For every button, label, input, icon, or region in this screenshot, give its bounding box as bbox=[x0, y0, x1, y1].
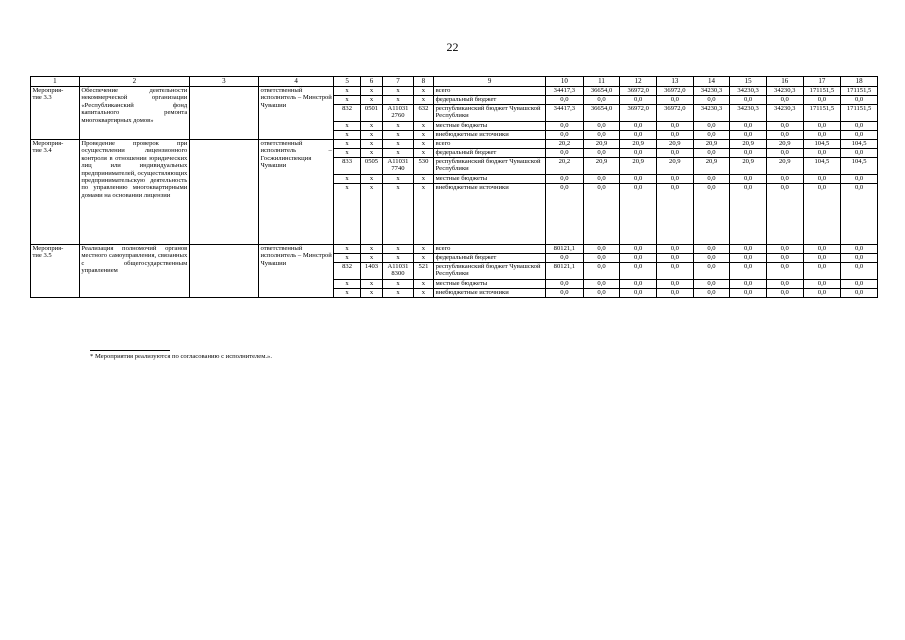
value-cell: 0,0 bbox=[657, 184, 694, 245]
value-cell: 0,0 bbox=[620, 280, 657, 289]
value-cell: 20,9 bbox=[693, 158, 730, 175]
value-cell: 0,0 bbox=[546, 122, 584, 131]
funding-source-cell: республиканский бюджет Чувашской Республики bbox=[434, 105, 546, 122]
value-cell: 0,0 bbox=[766, 254, 803, 263]
value-cell: 0,0 bbox=[766, 245, 803, 254]
value-cell: 0,0 bbox=[803, 245, 841, 254]
section-code-cell: 0501 bbox=[360, 105, 382, 122]
column-header: 5 bbox=[334, 77, 360, 87]
measure-description-cell: Проведение проверок при осуществлении лицензионного контроля в отношении юридических лиц или индивидуальных предпринимателей, осуществляющих предпринимательскую деятельность по управлению многоквартирными домами на основании лицензии bbox=[79, 140, 189, 245]
expense-type-cell: 632 bbox=[413, 105, 433, 122]
funding-source-cell: местные бюджеты bbox=[434, 122, 546, 131]
value-cell: 0,0 bbox=[803, 263, 841, 280]
value-cell: 0,0 bbox=[841, 184, 878, 245]
value-cell: 0,0 bbox=[766, 122, 803, 131]
grbs-code-cell: x bbox=[334, 87, 360, 96]
value-cell: 20,9 bbox=[657, 158, 694, 175]
value-cell: 34230,3 bbox=[766, 105, 803, 122]
grbs-code-cell: x bbox=[334, 280, 360, 289]
value-cell: 20,2 bbox=[546, 158, 584, 175]
expense-type-cell: x bbox=[413, 175, 433, 184]
value-cell: 0,0 bbox=[620, 131, 657, 140]
funding-source-cell: местные бюджеты bbox=[434, 280, 546, 289]
value-cell: 20,9 bbox=[620, 140, 657, 149]
target-article-cell: x bbox=[383, 175, 414, 184]
section-code-cell: x bbox=[360, 254, 382, 263]
value-cell: 0,0 bbox=[546, 184, 584, 245]
column-header: 13 bbox=[657, 77, 694, 87]
value-cell: 0,0 bbox=[841, 254, 878, 263]
column-header: 12 bbox=[620, 77, 657, 87]
value-cell: 34230,3 bbox=[730, 87, 767, 96]
section-code-cell: x bbox=[360, 149, 382, 158]
value-cell: 0,0 bbox=[803, 122, 841, 131]
value-cell: 0,0 bbox=[657, 96, 694, 105]
footnote: * Мероприятия реализуются по согласованию с исполнителем.». bbox=[90, 353, 273, 360]
target-article-cell: x bbox=[383, 131, 414, 140]
grbs-code-cell: x bbox=[334, 96, 360, 105]
value-cell: 34230,3 bbox=[693, 105, 730, 122]
grbs-code-cell: x bbox=[334, 289, 360, 298]
value-cell: 0,0 bbox=[546, 289, 584, 298]
value-cell: 20,9 bbox=[693, 140, 730, 149]
value-cell: 0,0 bbox=[693, 175, 730, 184]
budget-table bbox=[30, 76, 878, 298]
value-cell: 20,9 bbox=[583, 158, 620, 175]
value-cell: 0,0 bbox=[620, 245, 657, 254]
value-cell: 0,0 bbox=[583, 245, 620, 254]
value-cell: 0,0 bbox=[583, 149, 620, 158]
value-cell: 0,0 bbox=[841, 175, 878, 184]
value-cell: 0,0 bbox=[657, 175, 694, 184]
section-code-cell: x bbox=[360, 245, 382, 254]
value-cell: 0,0 bbox=[730, 175, 767, 184]
funding-source-cell: местные бюджеты bbox=[434, 175, 546, 184]
value-cell: 0,0 bbox=[693, 263, 730, 280]
value-cell: 0,0 bbox=[766, 263, 803, 280]
table-row bbox=[31, 245, 878, 254]
section-code-cell: x bbox=[360, 87, 382, 96]
value-cell: 0,0 bbox=[730, 184, 767, 245]
value-cell: 0,0 bbox=[583, 280, 620, 289]
grbs-code-cell: x bbox=[334, 131, 360, 140]
column-header: 14 bbox=[693, 77, 730, 87]
value-cell: 80121,1 bbox=[546, 245, 584, 254]
target-article-cell: x bbox=[383, 254, 414, 263]
value-cell: 0,0 bbox=[766, 96, 803, 105]
value-cell: 34230,3 bbox=[766, 87, 803, 96]
value-cell: 171151,5 bbox=[841, 87, 878, 96]
table-body bbox=[31, 87, 878, 298]
expense-type-cell: x bbox=[413, 245, 433, 254]
value-cell: 34417,3 bbox=[546, 105, 584, 122]
expense-type-cell: x bbox=[413, 254, 433, 263]
value-cell: 104,5 bbox=[803, 158, 841, 175]
value-cell: 0,0 bbox=[693, 280, 730, 289]
value-cell: 0,0 bbox=[620, 289, 657, 298]
value-cell: 0,0 bbox=[546, 254, 584, 263]
value-cell: 104,5 bbox=[841, 158, 878, 175]
value-cell: 0,0 bbox=[620, 96, 657, 105]
value-cell: 0,0 bbox=[693, 289, 730, 298]
funding-source-cell: федеральный бюджет bbox=[434, 96, 546, 105]
grbs-code-cell: x bbox=[334, 149, 360, 158]
expense-type-cell: x bbox=[413, 149, 433, 158]
funding-source-cell: республиканский бюджет Чувашской Республики bbox=[434, 158, 546, 175]
value-cell: 0,0 bbox=[803, 184, 841, 245]
value-cell: 0,0 bbox=[693, 122, 730, 131]
value-cell: 0,0 bbox=[841, 280, 878, 289]
value-cell: 0,0 bbox=[730, 122, 767, 131]
value-cell: 36972,0 bbox=[620, 87, 657, 96]
target-article-cell: x bbox=[383, 245, 414, 254]
column-header: 8 bbox=[413, 77, 433, 87]
responsible-cell: ответственный исполнитель – Минстрой Чувашии bbox=[259, 87, 334, 140]
grbs-code-cell: x bbox=[334, 175, 360, 184]
empty-cell bbox=[189, 245, 258, 298]
table-row bbox=[31, 87, 878, 96]
target-article-cell: x bbox=[383, 184, 414, 245]
value-cell: 0,0 bbox=[803, 254, 841, 263]
value-cell: 20,9 bbox=[730, 140, 767, 149]
grbs-code-cell: x bbox=[334, 140, 360, 149]
section-code-cell: x bbox=[360, 140, 382, 149]
value-cell: 0,0 bbox=[766, 131, 803, 140]
value-cell: 0,0 bbox=[583, 175, 620, 184]
funding-source-cell: всего bbox=[434, 87, 546, 96]
value-cell: 0,0 bbox=[620, 122, 657, 131]
target-article-cell: А11031 7740 bbox=[383, 158, 414, 175]
target-article-cell: x bbox=[383, 280, 414, 289]
section-code-cell: 1403 bbox=[360, 263, 382, 280]
empty-cell bbox=[189, 140, 258, 245]
target-article-cell: x bbox=[383, 122, 414, 131]
value-cell: 0,0 bbox=[657, 149, 694, 158]
funding-source-cell: всего bbox=[434, 140, 546, 149]
value-cell: 36972,0 bbox=[657, 87, 694, 96]
value-cell: 20,9 bbox=[766, 140, 803, 149]
grbs-code-cell: 832 bbox=[334, 263, 360, 280]
value-cell: 0,0 bbox=[583, 254, 620, 263]
value-cell: 0,0 bbox=[803, 96, 841, 105]
column-header: 4 bbox=[259, 77, 334, 87]
expense-type-cell: 530 bbox=[413, 158, 433, 175]
section-code-cell: x bbox=[360, 96, 382, 105]
target-article-cell: x bbox=[383, 289, 414, 298]
value-cell: 0,0 bbox=[841, 289, 878, 298]
target-article-cell: x bbox=[383, 140, 414, 149]
value-cell: 0,0 bbox=[803, 289, 841, 298]
grbs-code-cell: x bbox=[334, 254, 360, 263]
measure-id-cell: Мероприя- тие 3.4 bbox=[31, 140, 80, 245]
value-cell: 20,9 bbox=[730, 158, 767, 175]
column-header: 15 bbox=[730, 77, 767, 87]
value-cell: 36654,0 bbox=[583, 105, 620, 122]
value-cell: 0,0 bbox=[841, 131, 878, 140]
value-cell: 0,0 bbox=[730, 254, 767, 263]
value-cell: 20,9 bbox=[766, 158, 803, 175]
expense-type-cell: x bbox=[413, 131, 433, 140]
grbs-code-cell: x bbox=[334, 245, 360, 254]
value-cell: 34417,3 bbox=[546, 87, 584, 96]
value-cell: 0,0 bbox=[546, 131, 584, 140]
section-code-cell: x bbox=[360, 131, 382, 140]
target-article-cell: А11031 2760 bbox=[383, 105, 414, 122]
column-header: 10 bbox=[546, 77, 584, 87]
expense-type-cell: x bbox=[413, 289, 433, 298]
funding-source-cell: внебюджетные источники bbox=[434, 184, 546, 245]
value-cell: 171151,5 bbox=[803, 87, 841, 96]
measure-id-cell: Мероприя- тие 3.3 bbox=[31, 87, 80, 140]
value-cell: 0,0 bbox=[841, 122, 878, 131]
value-cell: 0,0 bbox=[730, 131, 767, 140]
value-cell: 0,0 bbox=[620, 254, 657, 263]
section-code-cell: x bbox=[360, 289, 382, 298]
value-cell: 20,9 bbox=[620, 158, 657, 175]
value-cell: 0,0 bbox=[803, 149, 841, 158]
value-cell: 0,0 bbox=[841, 245, 878, 254]
value-cell: 0,0 bbox=[766, 184, 803, 245]
value-cell: 0,0 bbox=[546, 175, 584, 184]
expense-type-cell: x bbox=[413, 96, 433, 105]
section-code-cell: 0505 bbox=[360, 158, 382, 175]
value-cell: 0,0 bbox=[583, 131, 620, 140]
value-cell: 0,0 bbox=[766, 149, 803, 158]
section-code-cell: x bbox=[360, 184, 382, 245]
value-cell: 0,0 bbox=[693, 184, 730, 245]
value-cell: 104,5 bbox=[841, 140, 878, 149]
value-cell: 0,0 bbox=[620, 149, 657, 158]
column-header: 3 bbox=[189, 77, 258, 87]
section-code-cell: x bbox=[360, 175, 382, 184]
value-cell: 0,0 bbox=[583, 96, 620, 105]
value-cell: 0,0 bbox=[620, 263, 657, 280]
value-cell: 0,0 bbox=[803, 280, 841, 289]
value-cell: 0,0 bbox=[583, 122, 620, 131]
value-cell: 20,2 bbox=[546, 140, 584, 149]
value-cell: 36972,0 bbox=[620, 105, 657, 122]
value-cell: 0,0 bbox=[620, 175, 657, 184]
value-cell: 0,0 bbox=[546, 149, 584, 158]
funding-source-cell: республиканский бюджет Чувашской Республики bbox=[434, 263, 546, 280]
column-header: 6 bbox=[360, 77, 382, 87]
column-header: 16 bbox=[766, 77, 803, 87]
value-cell: 0,0 bbox=[693, 245, 730, 254]
value-cell: 0,0 bbox=[657, 289, 694, 298]
column-header: 11 bbox=[583, 77, 620, 87]
value-cell: 0,0 bbox=[657, 245, 694, 254]
value-cell: 0,0 bbox=[583, 263, 620, 280]
value-cell: 171151,5 bbox=[803, 105, 841, 122]
value-cell: 0,0 bbox=[841, 149, 878, 158]
funding-source-cell: федеральный бюджет bbox=[434, 149, 546, 158]
grbs-code-cell: 832 bbox=[334, 105, 360, 122]
expense-type-cell: x bbox=[413, 280, 433, 289]
value-cell: 36972,0 bbox=[657, 105, 694, 122]
value-cell: 0,0 bbox=[620, 184, 657, 245]
value-cell: 0,0 bbox=[730, 263, 767, 280]
value-cell: 104,5 bbox=[803, 140, 841, 149]
value-cell: 0,0 bbox=[766, 175, 803, 184]
target-article-cell: А11031 8300 bbox=[383, 263, 414, 280]
expense-type-cell: x bbox=[413, 87, 433, 96]
column-header: 9 bbox=[434, 77, 546, 87]
value-cell: 36654,0 bbox=[583, 87, 620, 96]
value-cell: 0,0 bbox=[730, 149, 767, 158]
value-cell: 0,0 bbox=[657, 254, 694, 263]
value-cell: 0,0 bbox=[730, 245, 767, 254]
funding-source-cell: внебюджетные источники bbox=[434, 131, 546, 140]
value-cell: 34230,3 bbox=[730, 105, 767, 122]
value-cell: 0,0 bbox=[657, 131, 694, 140]
section-code-cell: x bbox=[360, 122, 382, 131]
column-header: 17 bbox=[803, 77, 841, 87]
value-cell: 0,0 bbox=[546, 96, 584, 105]
value-cell: 0,0 bbox=[803, 175, 841, 184]
expense-type-cell: 521 bbox=[413, 263, 433, 280]
empty-cell bbox=[189, 87, 258, 140]
value-cell: 171151,5 bbox=[841, 105, 878, 122]
value-cell: 20,9 bbox=[657, 140, 694, 149]
value-cell: 34230,3 bbox=[693, 87, 730, 96]
page-number: 22 bbox=[446, 40, 459, 54]
value-cell: 0,0 bbox=[693, 96, 730, 105]
section-code-cell: x bbox=[360, 280, 382, 289]
column-header: 1 bbox=[31, 77, 80, 87]
value-cell: 0,0 bbox=[583, 289, 620, 298]
value-cell: 0,0 bbox=[546, 280, 584, 289]
target-article-cell: x bbox=[383, 96, 414, 105]
value-cell: 0,0 bbox=[657, 263, 694, 280]
value-cell: 0,0 bbox=[730, 280, 767, 289]
value-cell: 0,0 bbox=[583, 184, 620, 245]
value-cell: 0,0 bbox=[766, 289, 803, 298]
value-cell: 0,0 bbox=[693, 254, 730, 263]
funding-source-cell: федеральный бюджет bbox=[434, 254, 546, 263]
value-cell: 0,0 bbox=[730, 289, 767, 298]
value-cell: 0,0 bbox=[766, 280, 803, 289]
value-cell: 0,0 bbox=[730, 96, 767, 105]
column-number-row bbox=[31, 77, 878, 87]
value-cell: 0,0 bbox=[841, 263, 878, 280]
responsible-cell: ответственный исполнитель – Минстрой Чувашии bbox=[259, 245, 334, 298]
target-article-cell: x bbox=[383, 149, 414, 158]
footnote-separator bbox=[90, 350, 170, 351]
value-cell: 0,0 bbox=[693, 149, 730, 158]
responsible-cell: ответственный исполнитель – Госжилинспекция Чувашии bbox=[259, 140, 334, 245]
value-cell: 0,0 bbox=[803, 131, 841, 140]
column-header: 7 bbox=[383, 77, 414, 87]
value-cell: 20,9 bbox=[583, 140, 620, 149]
measure-description-cell: Реализация полномочий органов местного самоуправления, связанных с общегосударственным управлением bbox=[79, 245, 189, 298]
measure-description-cell: Обеспечение деятельности некоммерческой организации «Республиканский фонд капитального ремонта многоквартирных домов» bbox=[79, 87, 189, 140]
column-header: 18 bbox=[841, 77, 878, 87]
grbs-code-cell: 833 bbox=[334, 158, 360, 175]
value-cell: 0,0 bbox=[693, 131, 730, 140]
grbs-code-cell: x bbox=[334, 122, 360, 131]
expense-type-cell: x bbox=[413, 122, 433, 131]
table-row bbox=[31, 140, 878, 149]
expense-type-cell: x bbox=[413, 140, 433, 149]
funding-source-cell: внебюджетные источники bbox=[434, 289, 546, 298]
expense-type-cell: x bbox=[413, 184, 433, 245]
value-cell: 0,0 bbox=[841, 96, 878, 105]
funding-source-cell: всего bbox=[434, 245, 546, 254]
measure-id-cell: Мероприя- тие 3.5 bbox=[31, 245, 80, 298]
value-cell: 80121,1 bbox=[546, 263, 584, 280]
target-article-cell: x bbox=[383, 87, 414, 96]
column-header: 2 bbox=[79, 77, 189, 87]
grbs-code-cell: x bbox=[334, 184, 360, 245]
value-cell: 0,0 bbox=[657, 122, 694, 131]
value-cell: 0,0 bbox=[657, 280, 694, 289]
